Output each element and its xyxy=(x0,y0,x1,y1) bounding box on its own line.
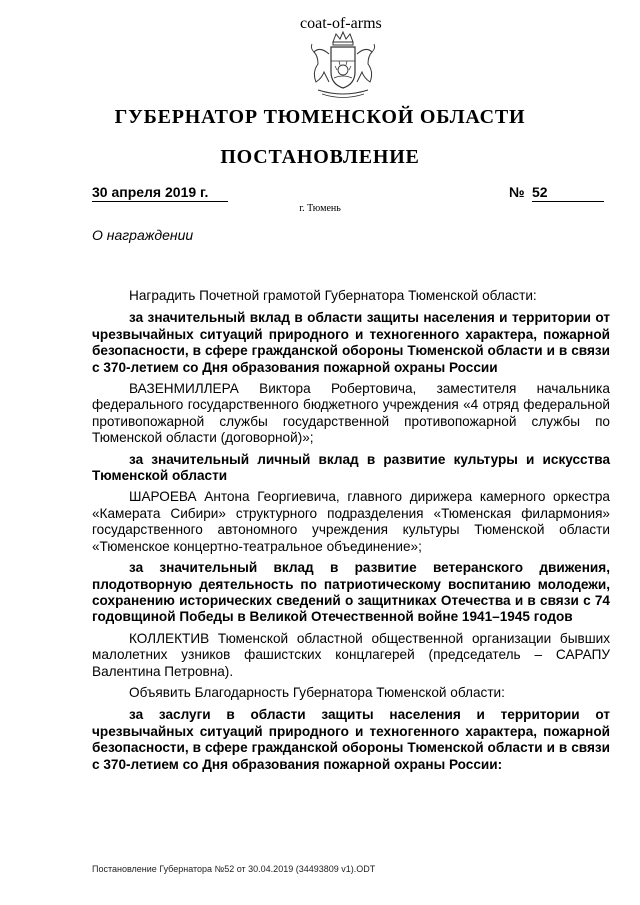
document-number: 52 xyxy=(532,184,604,202)
document-date: 30 апреля 2019 г. xyxy=(92,184,228,202)
paragraph-awardee-vazenmiller: ВАЗЕНМИЛЛЕРА Виктора Робертовича, заместителя начальника федерального государственного бюджетного учреждения «4 отряд федеральной противопожарной службы государственной противопожарной службы по Тюменской области (договорной)»; xyxy=(92,381,610,446)
paragraph-awardee-collective: КОЛЛЕКТИВ Тюменской областной общественной организации бывших малолетних узников фашистских концлагерей (председатель – САРАПУ Валентина Петровна). xyxy=(92,630,610,679)
paragraph-gratitude-intro: Объявить Благодарность Губернатора Тюменской области: xyxy=(129,684,505,700)
svg-text:coat-of-arms: coat-of-arms xyxy=(300,15,382,32)
coat-of-arms-icon xyxy=(300,15,386,104)
paragraph-award-intro: Наградить Почетной грамотой Губернатора Тюменской области: xyxy=(129,288,537,303)
paragraph-reason-fire-safety: за значительный вклад в области защиты населения и территории от чрезвычайных ситуаций природного и техногенного характера, пожарной безопасности, в сфере гражданской обороны Тюменской области и в связи с 370-летием со Дня образования пожарной охраны России xyxy=(92,310,610,375)
document-number-label: № xyxy=(509,184,525,200)
document-body xyxy=(92,288,610,778)
document-type-title: ПОСТАНОВЛЕНИЕ xyxy=(220,146,420,168)
document-city: г. Тюмень xyxy=(299,203,341,214)
paragraph-reason-fire-safety-gratitude: за заслуги в области защиты населения и территории от чрезвычайных ситуаций природного и техногенного характера, пожарной безопасности, в сфере гражданской обороны Тюменской области и в связи с 370-летием со Дня образования пожарной охраны России: xyxy=(92,707,610,772)
paragraph-awardee-sharoev: ШАРОЕВА Антона Георгиевича, главного дирижера камерного оркестра «Камерата Сибири» структурного подразделения «Тюменская филармония» государственного автономного учреждения культуры Тюменской области «Тюменское концертно-театральное объединение»; xyxy=(92,489,610,554)
organization-title: ГУБЕРНАТОР ТЮМЕНСКОЙ ОБЛАСТИ xyxy=(114,106,526,128)
document-subject: О награждении xyxy=(92,227,194,243)
paragraph-reason-culture: за значительный личный вклад в развитие культуры и искусства Тюменской области xyxy=(92,451,610,484)
paragraph-reason-veterans: за значительный вклад в развитие ветеранского движения, плодотворную деятельность по патриотическому воспитанию молодежи, сохранению исторических сведений о защитниках Отечества и в связи с 74 годовщиной Победы в Великой Отечественной войне 1941–1945 годов xyxy=(92,560,610,625)
document-footer: Постановление Губернатора №52 от 30.04.2019 (34493809 v1).ODT xyxy=(92,864,376,874)
